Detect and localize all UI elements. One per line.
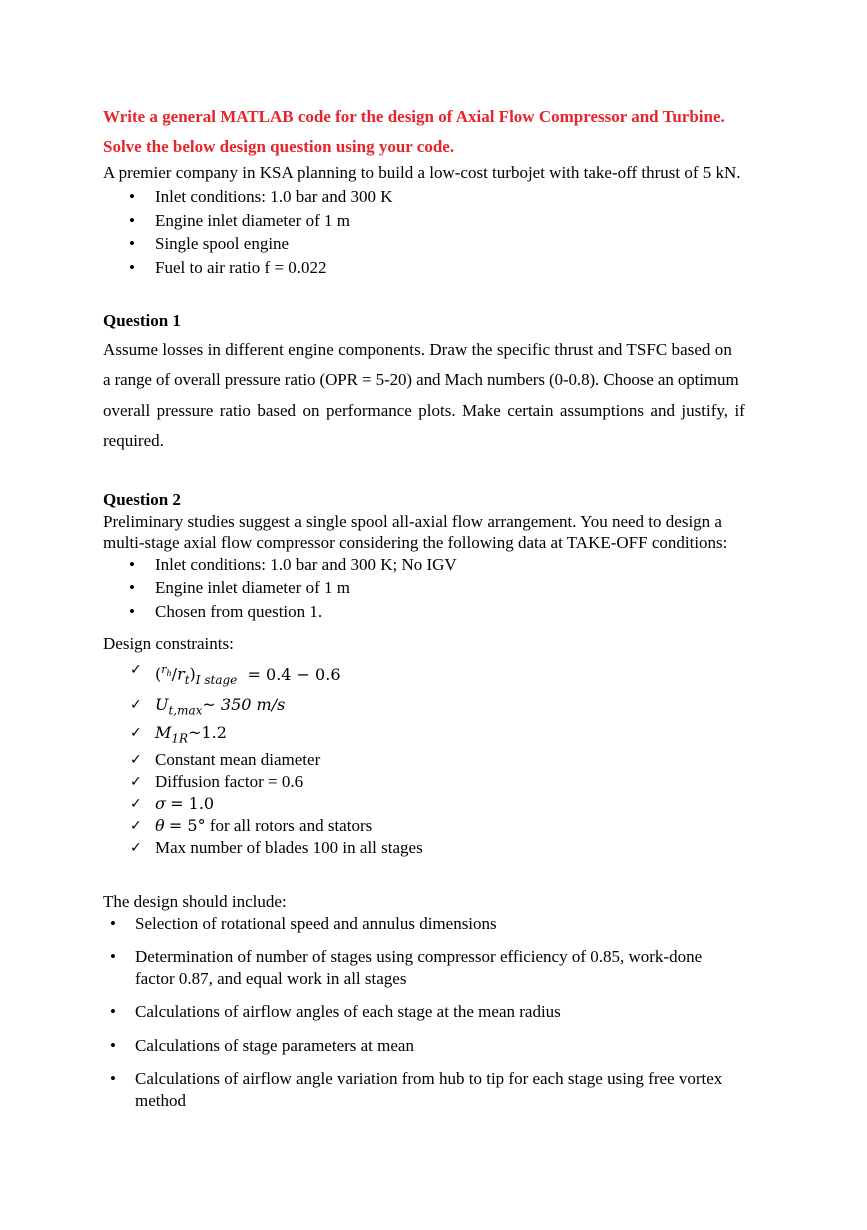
list-item: • Selection of rotational speed and annulus dimensions xyxy=(103,913,763,935)
list-item: ✓ Max number of blades 100 in all stages xyxy=(103,837,763,859)
tip-speed-constraint: ✓ $U_{t,max}\sim$ 350 m/s xyxy=(103,694,763,721)
solidity-constraint: ✓ σ = 1.0 xyxy=(103,793,763,815)
mach-constraint: ✓ $M_{1R}\sim 1.2$ xyxy=(103,722,763,749)
question-1-title: Question 1 xyxy=(103,311,181,330)
list-item: ✓ Constant mean diameter xyxy=(103,749,763,771)
list-item: • Fuel to air ratio f = 0.022 xyxy=(103,256,763,280)
intro-text: A premier company in KSA planning to build a low-cost turbojet with take-off thrust of 5 kN. xyxy=(103,163,741,182)
hub-tip-ratio-constraint: ✓ $(^{r_h}/r_t)_{I stage} = 0.4 - 0.6$ xyxy=(103,656,763,694)
list-item: • Calculations of stage parameters at mean xyxy=(103,1035,763,1057)
question-2-title: Question 2 xyxy=(103,489,181,509)
constraints-list xyxy=(103,656,763,859)
list-item: • Inlet conditions: 1.0 bar and 300 K xyxy=(103,185,763,209)
list-item: • Single spool engine xyxy=(103,232,763,256)
theta-constraint: ✓ θ = 5° for all rotors and stators xyxy=(103,815,763,837)
question-1-line: overall pressure ratio based on performance plots. Make certain assumptions and justify, if xyxy=(103,400,745,420)
question-2-list xyxy=(103,553,763,624)
question-1-line: a range of overall pressure ratio (OPR = 5-20) and Mach numbers (0-0.8). Choose an optimum xyxy=(103,370,739,390)
intro-list xyxy=(103,185,763,279)
question-1-body xyxy=(103,335,763,457)
design-include-title: The design should include: xyxy=(103,891,287,911)
task-heading: Write a general MATLAB code for the design of Axial Flow Compressor and Turbine. xyxy=(103,107,725,126)
list-item: • Inlet conditions: 1.0 bar and 300 K; No IGV xyxy=(103,553,763,577)
list-item: • Calculations of airflow angle variation from hub to tip for each stage using free vortex method xyxy=(103,1068,755,1112)
question-2-line: Preliminary studies suggest a single spool all-axial flow arrangement. You need to design a xyxy=(103,511,722,531)
list-item: • Determination of number of stages using compressor efficiency of 0.85, work-done factor 0.87, and equal work in all stages xyxy=(103,946,725,990)
question-2-line: multi-stage axial flow compressor considering the following data at TAKE-OFF conditions: xyxy=(103,532,728,552)
list-item: • Chosen from question 1. xyxy=(103,600,763,624)
list-item: • Calculations of airflow angles of each stage at the mean radius xyxy=(103,1001,763,1023)
question-1-line: Assume losses in different engine components. Draw the specific thrust and TSFC based on xyxy=(103,340,732,359)
question-1-line: required. xyxy=(103,431,164,451)
design-constraints-title: Design constraints: xyxy=(103,634,234,654)
document-page xyxy=(103,102,763,1112)
list-item: ✓ Diffusion factor = 0.6 xyxy=(103,771,763,793)
list-item: • Engine inlet diameter of 1 m xyxy=(103,576,763,600)
list-item: • Engine inlet diameter of 1 m xyxy=(103,209,763,233)
task-subheading: Solve the below design question using your code. xyxy=(103,137,455,156)
design-include-list xyxy=(103,913,763,1112)
